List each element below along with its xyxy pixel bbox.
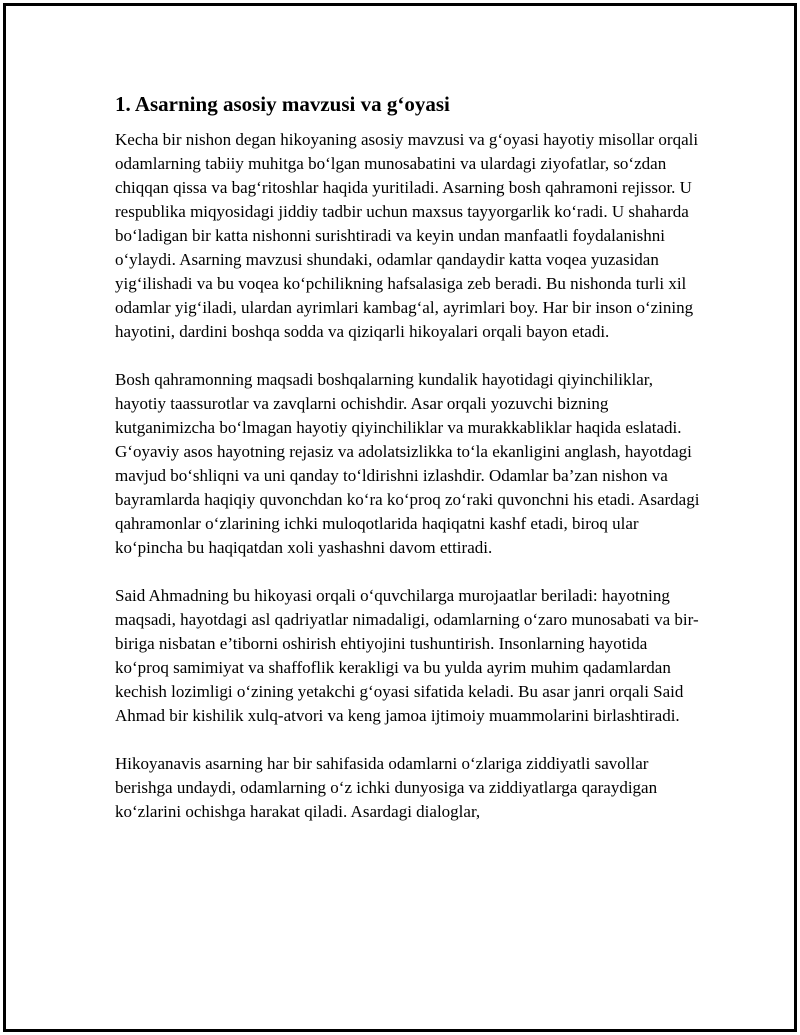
document-body [115,90,700,848]
paragraph-1: Kecha bir nishon degan hikoyaning asosiy mavzusi va g‘oyasi hayotiy misollar orqali odamlarning tabiiy muhitga bo‘lgan munosabatini va ulardagi ziyofatlar, so‘zdan chiqqan qissa va bag‘ritoshlar haqida yuritiladi. Asarning bosh qahramoni rejissor. U respublika miqyosidagi jiddiy tadbir uchun maxsus tayyorgarlik ko‘radi. U shaharda bo‘ladigan bir katta nishonni surishtiradi va keyin undan manfaatli foydalanishni o‘ylaydi. Asarning mavzusi shundaki, odamlar qandaydir katta voqea yuzasidan yig‘ilishadi va bu voqea ko‘pchilikning hafsalasiga zeb beradi. Bu nishonda turli xil odamlar yig‘iladi, ulardan ayrimlari kambag‘al, ayrimlari boy. Har bir inson o‘zining hayotini, dardini boshqa sodda va qiziqarli hikoyalari orqali bayon etadi. [115,130,699,341]
section-heading: 1. Asarning asosiy mavzusi va g‘oyasi [115,92,450,116]
paragraph-3: Said Ahmadning bu hikoyasi orqali o‘quvchilarga murojaatlar beriladi: hayotning maqsadi, hayotdagi asl qadriyatlar nimadaligi, odamlarning o‘zaro munosabati va bir-biriga nisbatan e’tiborni oshirish ehtiyojini tushuntirish. Insonlarning hayotida ko‘proq samimiyat va shaffoflik kerakligi va bu yulda ayrim muhim qadamlardan kechish lozimligi o‘zining yetakchi g‘oyasi sifatida keladi. Bu asar janri orqali Said Ahmad bir kishilik xulq-atvori va keng jamoa ijtimoiy muammolarini birlashtiradi. [115,586,699,725]
paragraph-4: Hikoyanavis asarning har bir sahifasida odamlarni o‘zlariga ziddiyatli savollar berishga undaydi, odamlarning o‘z ichki dunyosiga va ziddiyatlarga qaraydigan ko‘zlarini ochishga harakat qiladi. Asardagi dialoglar, [115,754,658,821]
paragraph-2: Bosh qahramonning maqsadi boshqalarning kundalik hayotidagi qiyinchiliklar, hayotiy taassurotlar va zavqlarni ochishdir. Asar orqali yozuvchi bizning kutganimizcha bo‘lmagan hayotiy qiyinchiliklar va murakkabliklar haqida eslatadi. G‘oyaviy asos hayotning rejasiz va adolatsizlikka to‘la ekanligini anglash, hayotdagi mavjud bo‘shliqni va uni qanday to‘ldirishni izlashdir. Odamlar ba’zan nishon va bayramlarda haqiqiy quvonchdan ko‘ra ko‘proq zo‘raki quvonchni his etadi. Asardagi qahramonlar o‘zlarining ichki muloqotlarida haqiqatni kashf etadi, biroq ular ko‘pincha bu haqiqatdan xoli yashashni davom ettiradi. [115,370,700,557]
